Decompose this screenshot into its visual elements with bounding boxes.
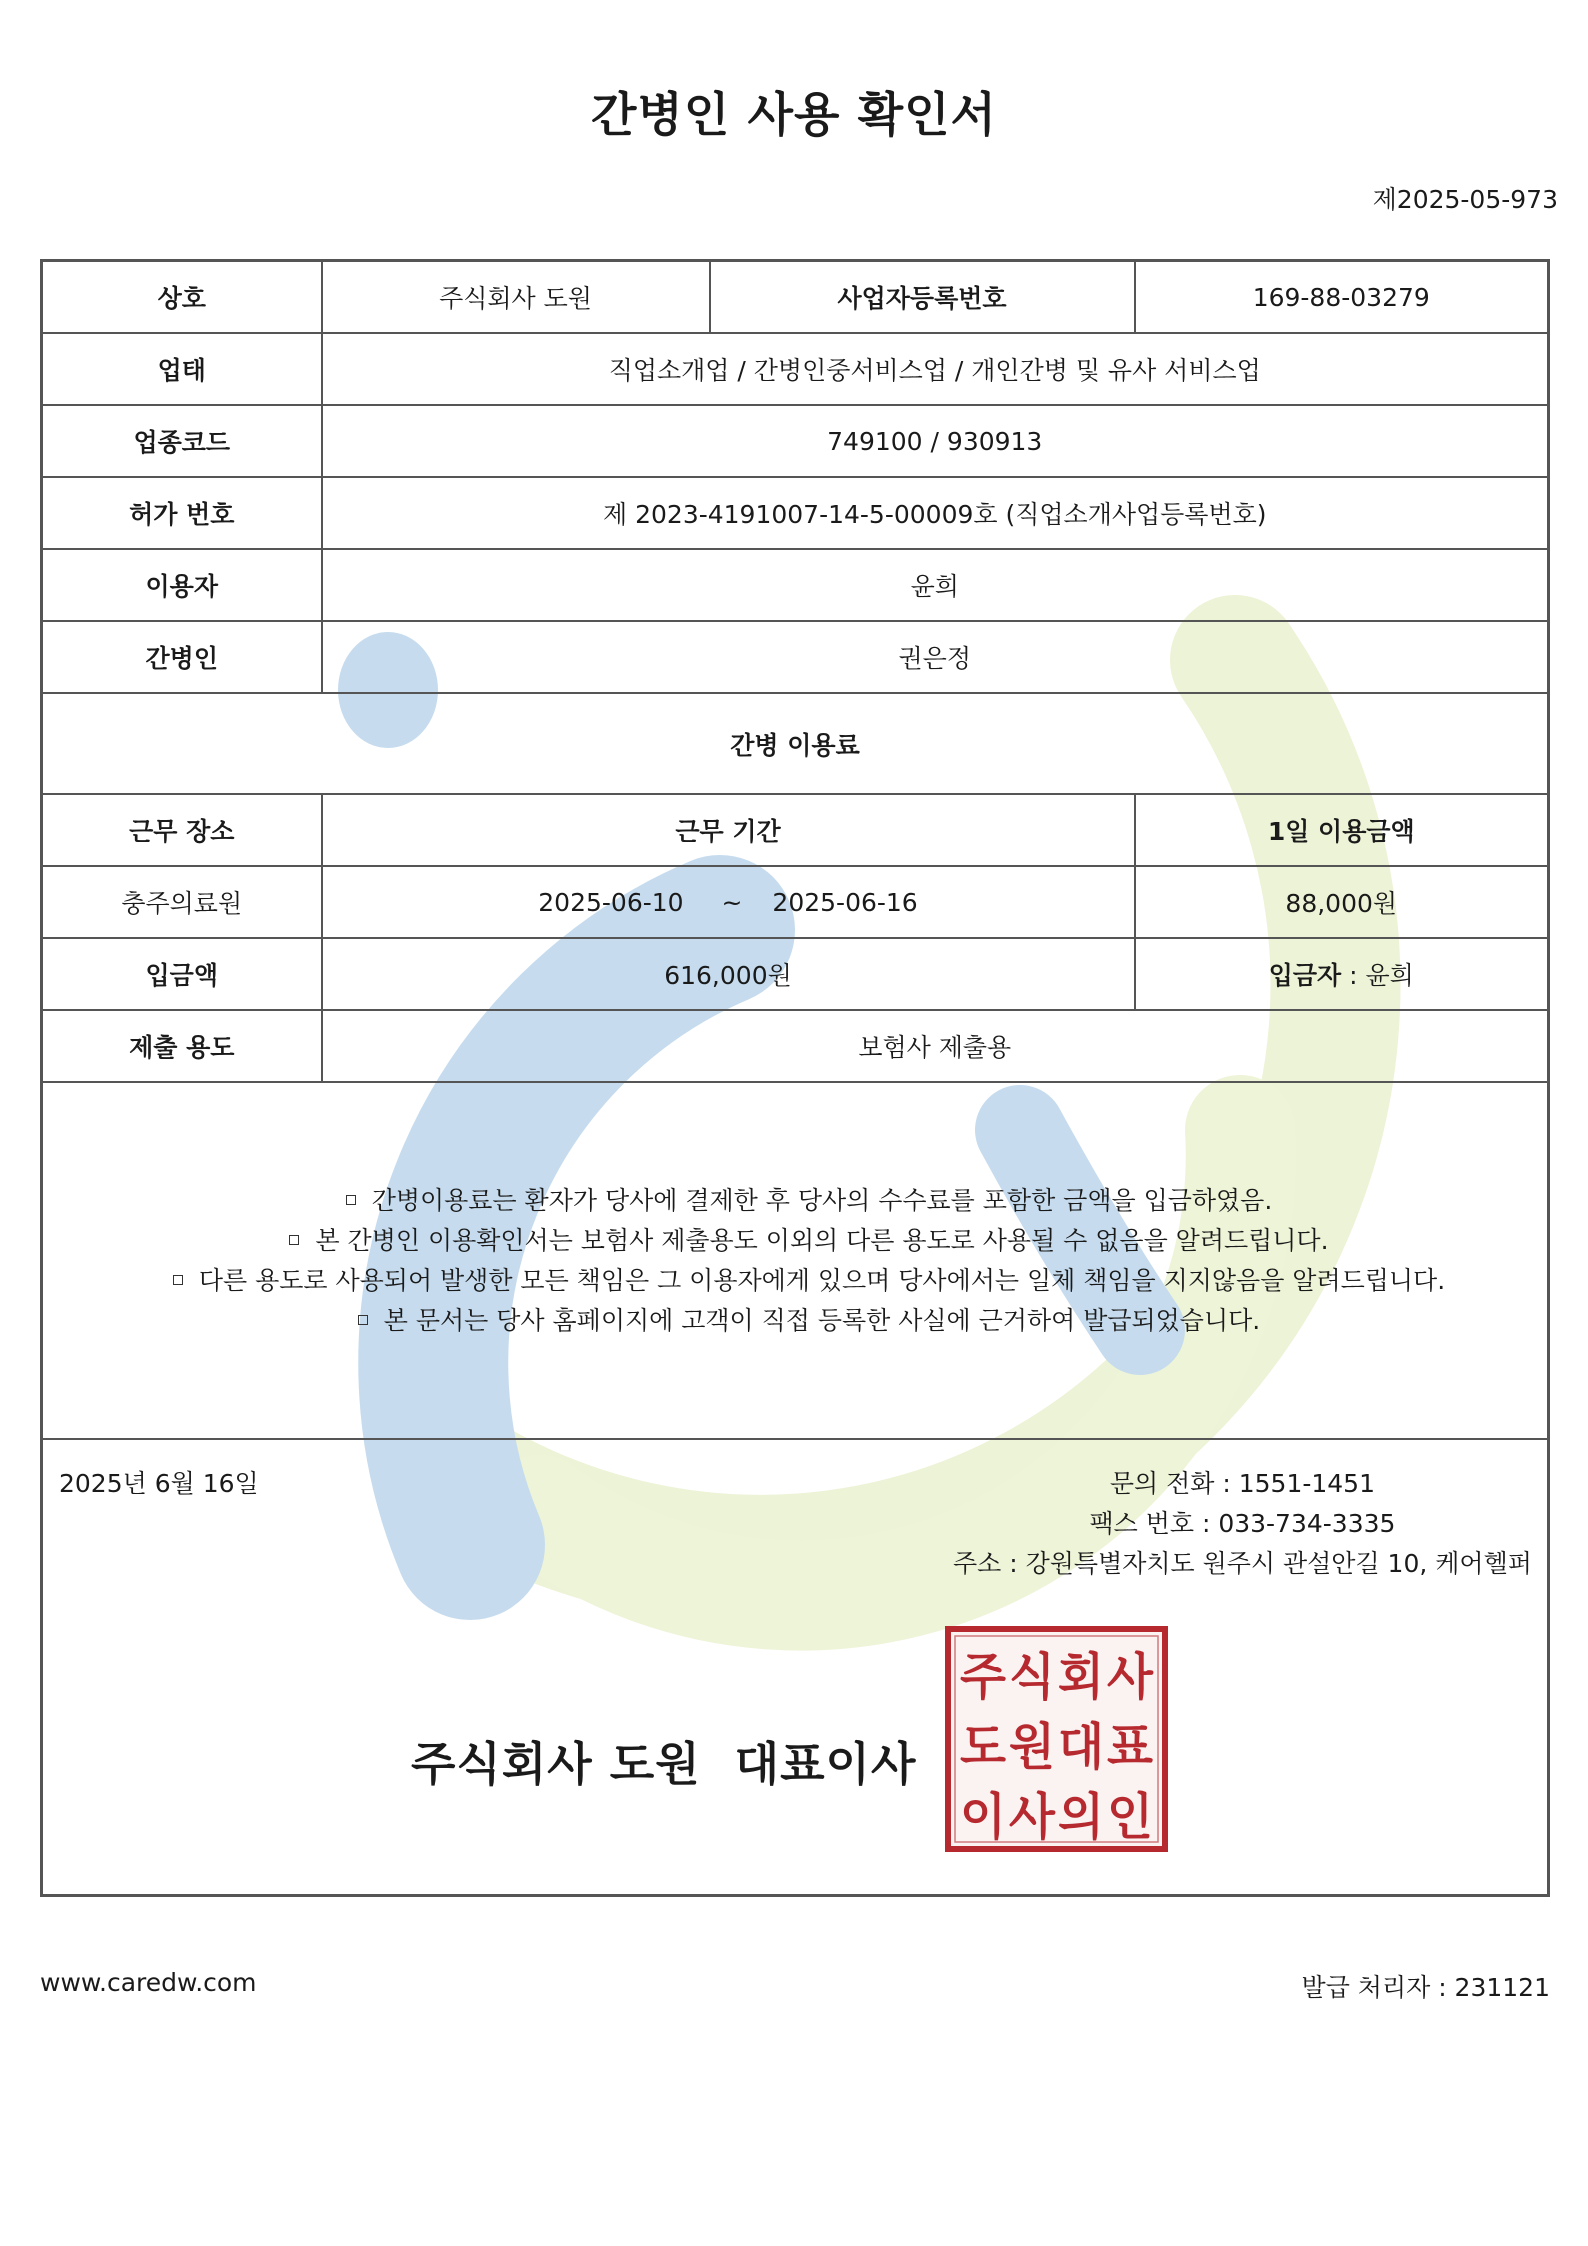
daily-fee-value: 88,000원 <box>1135 866 1549 938</box>
seal-glyph: 원 <box>1009 1718 1055 1776</box>
work-place-value: 충주의료원 <box>42 866 322 938</box>
row-notes <box>42 1082 1549 1439</box>
daily-fee-label: 1일 이용금액 <box>1135 794 1549 866</box>
document-title: 간병인 사용 확인서 <box>591 88 997 143</box>
seal-glyph: 사 <box>1009 1788 1056 1846</box>
depositor-label: 입금자 <box>1268 961 1342 990</box>
company-name-value: 주식회사 도원 <box>322 261 710 334</box>
row-fee-headers <box>42 794 1549 866</box>
fax-number: 팩스 번호 : 033-734-3335 <box>1089 1509 1396 1538</box>
work-period-value <box>322 866 1135 938</box>
row-fee-values <box>42 866 1549 938</box>
note-item: 본 간병인 이용확인서는 보험사 제출용도 이외의 다른 용도로 사용될 수 없음을 알려드립니다. <box>65 1221 1547 1261</box>
seal-glyph: 표 <box>1107 1718 1154 1776</box>
seal-glyph: 대 <box>1058 1718 1104 1776</box>
row-purpose <box>42 1010 1549 1082</box>
depositor-separator: : <box>1341 961 1366 990</box>
info-table <box>40 259 1550 1897</box>
biz-type-label: 업태 <box>42 333 322 405</box>
square-bullet-icon <box>358 1315 368 1325</box>
seal-glyph: 사 <box>1107 1648 1154 1706</box>
purpose-value: 보험사 제출용 <box>322 1010 1549 1082</box>
caregiver-value: 권은정 <box>322 621 1549 693</box>
reg-number-label: 사업자등록번호 <box>710 261 1135 334</box>
row-caregiver <box>42 621 1549 693</box>
period-start: 2025-06-10 <box>538 887 684 917</box>
permit-value: 제 2023-4191007-14-5-00009호 (직업소개사업등록번호) <box>322 477 1549 549</box>
company-seal <box>945 1626 1168 1852</box>
period-end: 2025-06-16 <box>772 887 918 917</box>
company-address: 주소 : 강원특별자치도 원주시 관설안길 10, 케어헬퍼 <box>953 1549 1532 1578</box>
signature-line: 주식회사 도원 대표이사 <box>411 1737 917 1791</box>
row-company-name <box>42 261 1549 334</box>
fee-section-heading: 간병 이용료 <box>42 693 1549 794</box>
work-place-label: 근무 장소 <box>42 794 322 866</box>
reg-number-value: 169-88-03279 <box>1135 261 1549 334</box>
user-value: 윤희 <box>322 549 1549 621</box>
caregiver-label: 간병인 <box>42 621 322 693</box>
document-number: 제2025-05-973 <box>1372 185 1558 214</box>
row-fee-heading <box>42 693 1549 794</box>
square-bullet-icon <box>346 1195 356 1205</box>
phone-number: 문의 전화 : 1551-1451 <box>1109 1469 1375 1498</box>
permit-label: 허가 번호 <box>42 477 322 549</box>
seal-glyph: 의 <box>1058 1788 1104 1846</box>
seal-glyph: 인 <box>1107 1788 1153 1846</box>
square-bullet-icon <box>173 1275 183 1285</box>
deposit-label: 입금액 <box>42 938 322 1010</box>
seal-glyph: 도 <box>960 1718 1007 1776</box>
seal-glyph: 식 <box>1009 1648 1055 1706</box>
notes-cell <box>42 1082 1549 1439</box>
square-bullet-icon <box>289 1235 299 1245</box>
row-industry-code <box>42 405 1549 477</box>
row-permit <box>42 477 1549 549</box>
note-item: 다른 용도로 사용되어 발생한 모든 책임은 그 이용자에게 있으며 당사에서는 일체 책임을 지지않음을 알려드립니다. <box>65 1261 1547 1301</box>
row-footer <box>42 1439 1549 1896</box>
work-period-label: 근무 기간 <box>322 794 1135 866</box>
note-item: 본 문서는 당사 홈페이지에 고객이 직접 등록한 사실에 근거하여 발급되었습니다. <box>65 1301 1547 1341</box>
footer-cell <box>42 1439 1549 1896</box>
period-separator: ~ <box>721 887 743 917</box>
website-url[interactable]: www.caredw.com <box>40 1968 257 1997</box>
note-item: 간병이용료는 환자가 당사에 결제한 후 당사의 수수료를 포함한 금액을 입금하였음. <box>65 1181 1547 1221</box>
industry-code-label: 업종코드 <box>42 405 322 477</box>
depositor-cell <box>1135 938 1549 1010</box>
issue-date: 2025년 6월 16일 <box>59 1469 259 1498</box>
depositor-value: 윤희 <box>1365 961 1414 990</box>
purpose-label: 제출 용도 <box>42 1010 322 1082</box>
row-biz-type <box>42 333 1549 405</box>
issuer-id: 발급 처리자 : 231121 <box>1301 1973 1550 2002</box>
seal-glyph: 주 <box>960 1648 1007 1706</box>
seal-glyph: 회 <box>1058 1648 1104 1706</box>
seal-glyph: 이 <box>960 1788 1006 1846</box>
deposit-value: 616,000원 <box>322 938 1135 1010</box>
row-deposit <box>42 938 1549 1010</box>
biz-type-value: 직업소개업 / 간병인중서비스업 / 개인간병 및 유사 서비스업 <box>322 333 1549 405</box>
industry-code-value: 749100 / 930913 <box>322 405 1549 477</box>
row-user <box>42 549 1549 621</box>
company-name-label: 상호 <box>42 261 322 334</box>
user-label: 이용자 <box>42 549 322 621</box>
contact-block <box>953 1464 1532 1584</box>
